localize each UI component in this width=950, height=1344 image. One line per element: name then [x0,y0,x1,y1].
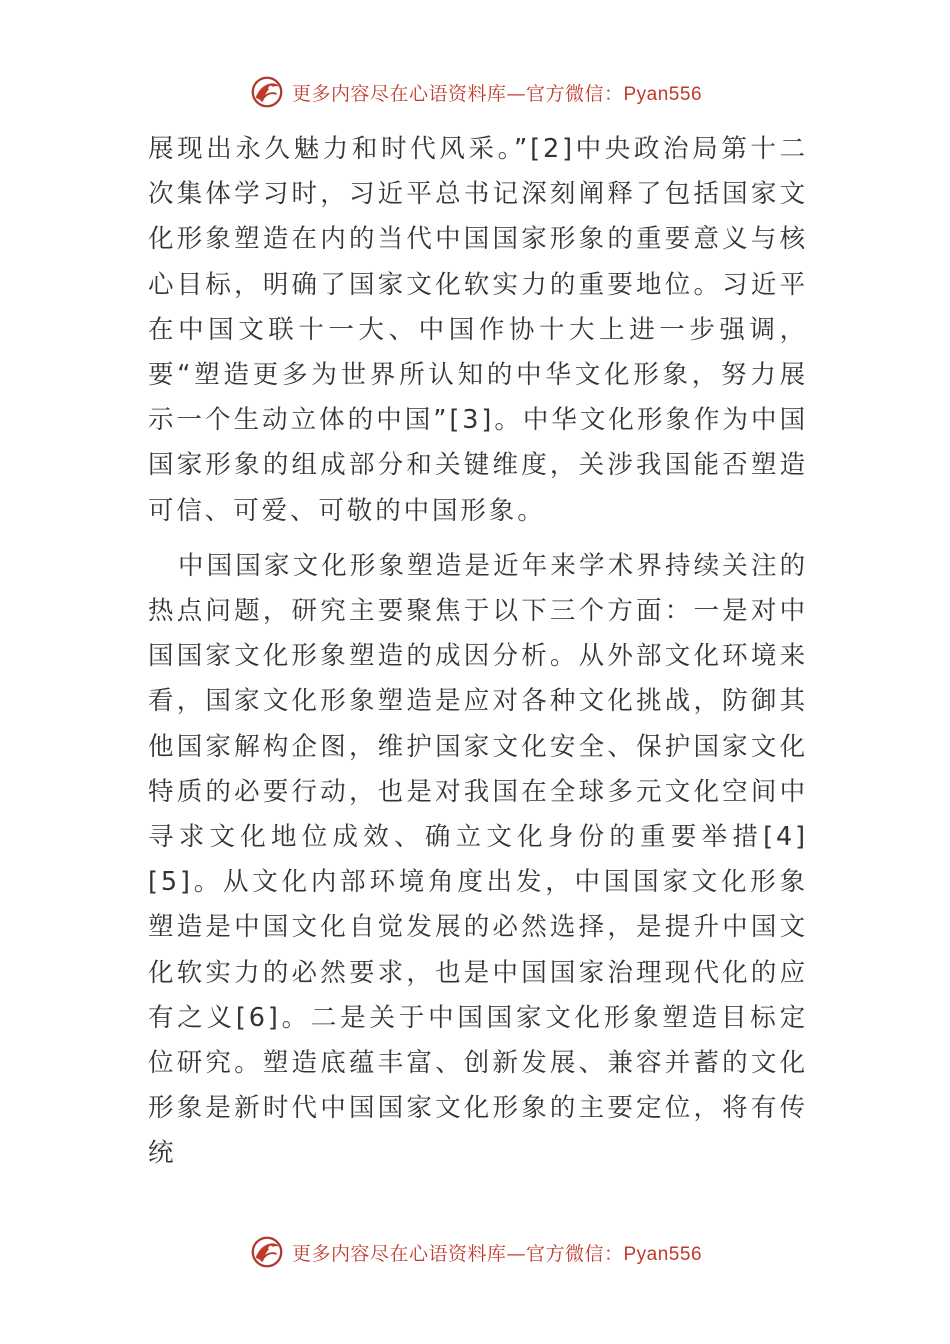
document-body [148,127,808,1177]
watermark-text [292,79,702,106]
watermark-text [292,1239,702,1266]
paragraph-2: 中国国家文化形象塑造是近年来学术界持续关注的热点问题，研究主要聚焦于以下三个方面：一是对中国国家文化形象塑造的成因分析。从外部文化环境来看，国家文化形象塑造是应对各种文化挑战，防御其他国家解构企图，维护国家文化安全、保护国家文化特质的必要行动，也是对我国在全球多元文化空间中寻求文化地位成效、确立文化身份的重要举措[4][5]。从文化内部环境角度出发，中国国家文化形象塑造是中国文化自觉发展的必然选择，是提升中国文化软实力的必然要求，也是中国国家治理现代化的应有之义[6]。二是关于中国国家文化形象塑造目标定位研究。塑造底蕴丰富、创新发展、兼容并蓄的文化形象是新时代中国国家文化形象的主要定位，将有传统 [148,550,808,1169]
footer-watermark [0,1230,950,1274]
watermark-text-cn: 更多内容尽在心语资料库—官方微信： [291,82,624,105]
watermark-text-cn: 更多内容尽在心语资料库—官方微信： [291,1242,624,1265]
swirl-logo-icon [248,1233,286,1271]
watermark-text-en: Pyan556 [623,1243,703,1265]
swirl-logo-icon [248,73,286,111]
header-watermark [0,70,950,114]
paragraph-1: 展现出永久魅力和时代风采。”[2]中央政治局第十二次集体学习时，习近平总书记深刻阐释了包括国家文化形象塑造在内的当代中国国家形象的重要意义与核心目标，明确了国家文化软实力的重要地位。习近平在中国文联十一大、中国作协十大上进一步强调，要“塑造更多为世界所认知的中华文化形象，努力展示一个生动立体的中国”[3]。中华文化形象作为中国国家形象的组成部分和关键维度，关涉我国能否塑造可信、可爱、可敬的中国形象。 [148,134,808,526]
watermark-text-en: Pyan556 [623,83,703,105]
